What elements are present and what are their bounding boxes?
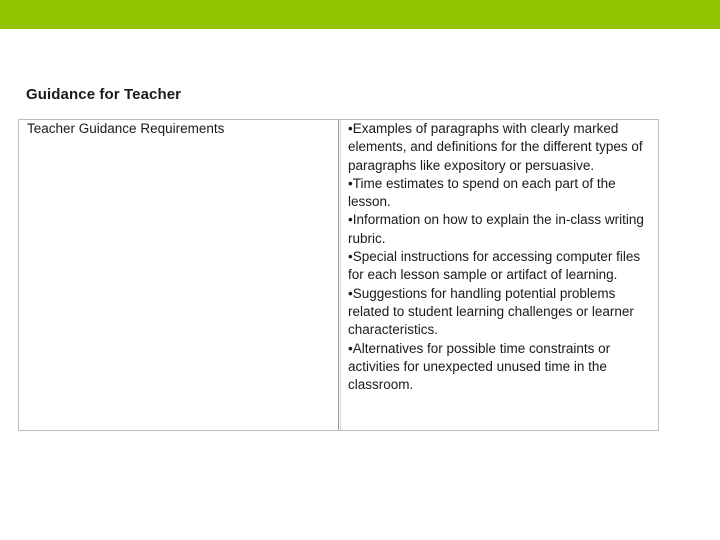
guidance-table: [18, 119, 659, 431]
list-item: •Suggestions for handling potential problems related to student learning challenges or learner characteristics.: [348, 285, 634, 338]
requirements-label: Teacher Guidance Requirements: [27, 121, 225, 136]
list-item: •Special instructions for accessing computer files for each lesson sample or artifact of learning.: [348, 249, 641, 283]
list-item: •Examples of paragraphs with clearly marked elements, and definitions for the different types of paragraphs like expository or persuasive.: [348, 121, 643, 173]
accent-header-bar: [0, 0, 720, 29]
list-item: •Time estimates to spend on each part of the lesson.: [348, 175, 616, 210]
list-item: •Information on how to explain the in-class writing rubric.: [348, 212, 644, 246]
page-title: Guidance for Teacher: [26, 86, 182, 103]
requirements-list-cell: [340, 120, 658, 430]
requirements-label-cell: [19, 120, 339, 430]
requirements-list: [348, 120, 652, 394]
list-item: •Alternatives for possible time constraints or activities for unexpected unused time in the classroom.: [348, 340, 611, 393]
